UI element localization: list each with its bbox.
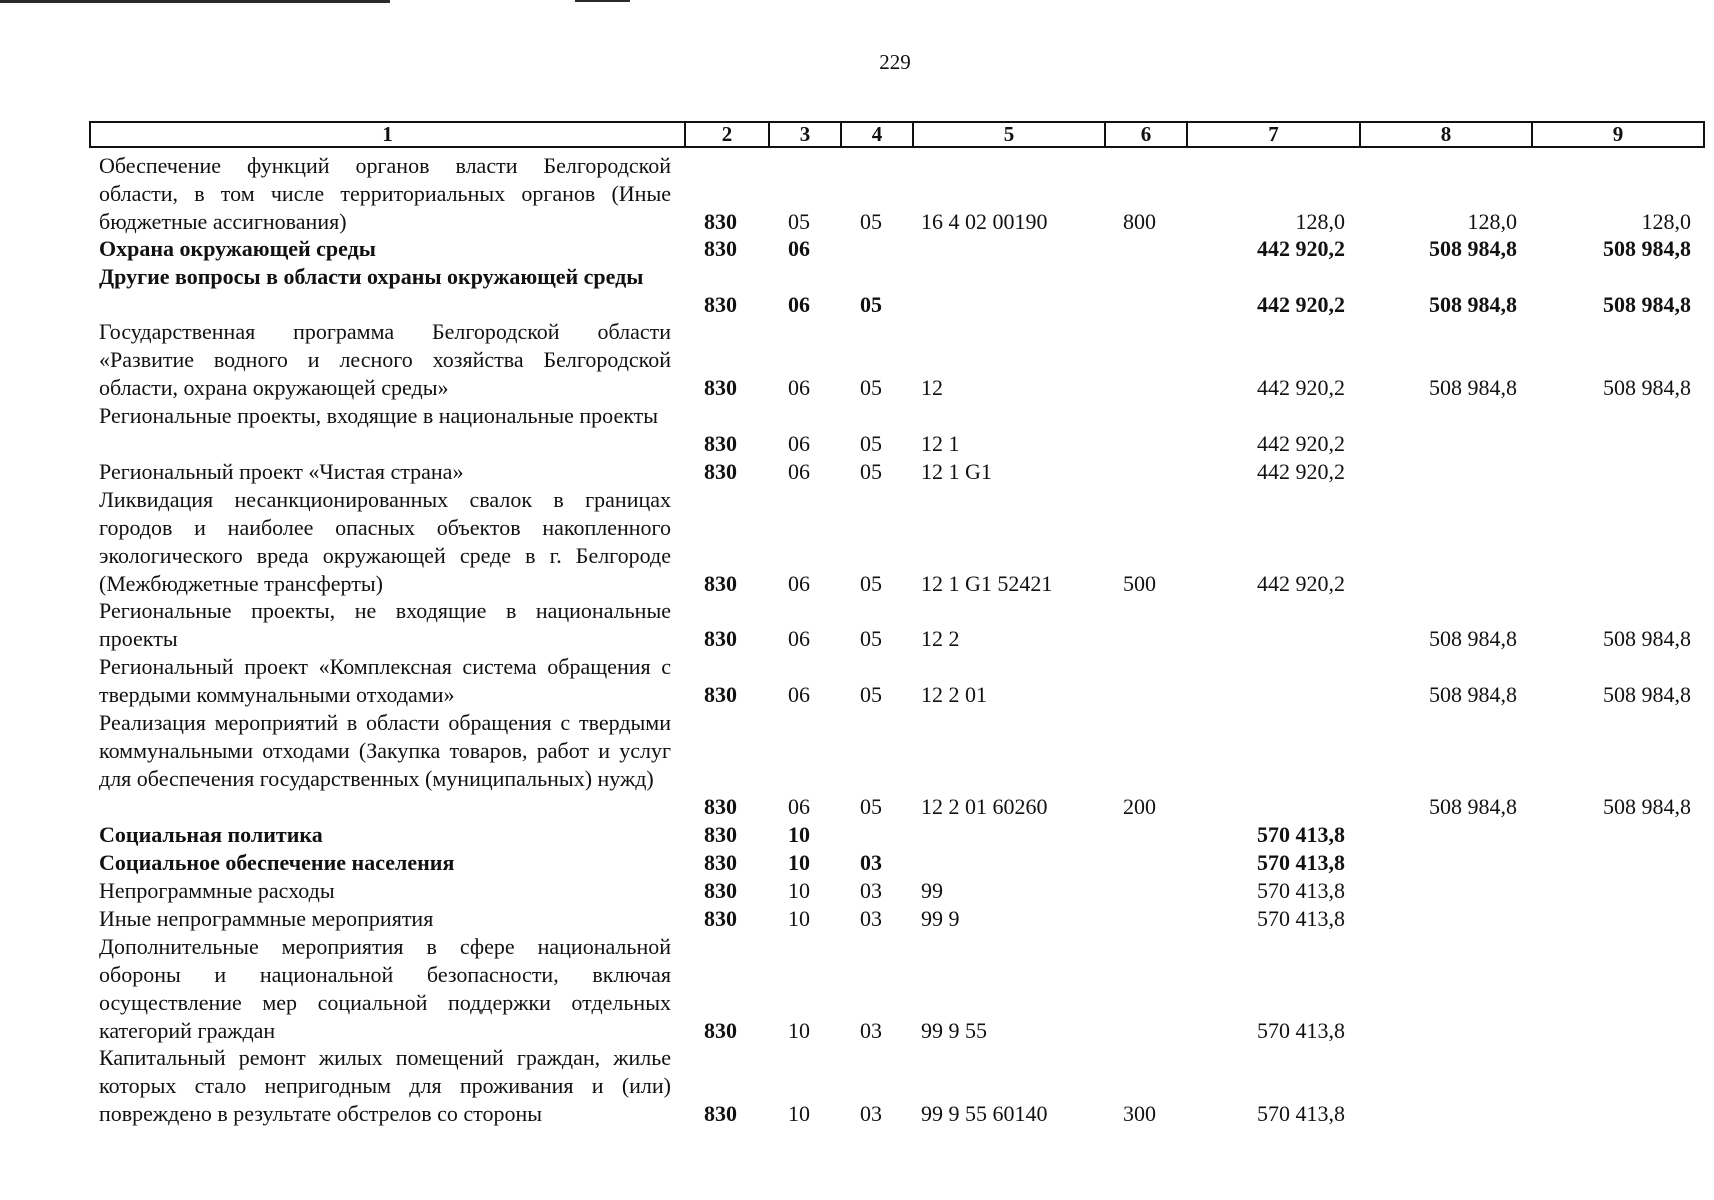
row-5-description: Региональные проекты, входящие в национальные проекты bbox=[99, 403, 659, 428]
row-4-col-3: 06 bbox=[788, 375, 810, 400]
row-1-col-2: 830 bbox=[704, 209, 737, 234]
row-1-col-4: 05 bbox=[860, 209, 882, 234]
row-15-col-2: 830 bbox=[704, 1018, 737, 1043]
row-16-col-2: 830 bbox=[704, 1101, 737, 1126]
row-12-description: Социальное обеспечение населения bbox=[99, 850, 455, 875]
row-2-col-3: 06 bbox=[788, 236, 810, 261]
row-2-col-7: 442 920,2 bbox=[1257, 236, 1345, 261]
row-6-col-4: 05 bbox=[860, 459, 882, 484]
row-7-col-6: 500 bbox=[1123, 571, 1156, 596]
row-5-col-5: 12 1 bbox=[921, 431, 960, 456]
row-3-col-4: 05 bbox=[860, 292, 882, 317]
row-14-description: Иные непрограммные мероприятия bbox=[99, 906, 434, 931]
row-7-col-4: 05 bbox=[860, 571, 882, 596]
row-9-col-8: 508 984,8 bbox=[1429, 682, 1517, 707]
row-9-col-4: 05 bbox=[860, 682, 882, 707]
row-14-col-2: 830 bbox=[704, 906, 737, 931]
row-11-col-3: 10 bbox=[788, 822, 810, 847]
row-8-col-5: 12 2 bbox=[921, 626, 960, 651]
row-7-col-5: 12 1 G1 52421 bbox=[921, 571, 1053, 596]
row-14-col-3: 10 bbox=[788, 906, 810, 931]
row-16-col-4: 03 bbox=[860, 1101, 882, 1126]
row-15-description: Дополнительные мероприятия в сфере национальной обороны и национальной безопасности, включая осуществление мер социальной поддержки отдельных категорий граждан bbox=[99, 934, 671, 1043]
row-12-col-4: 03 bbox=[860, 850, 882, 875]
row-13-col-5: 99 bbox=[921, 878, 943, 903]
row-6-col-5: 12 1 G1 bbox=[921, 459, 992, 484]
row-5-col-4: 05 bbox=[860, 431, 882, 456]
row-3-col-7: 442 920,2 bbox=[1257, 292, 1345, 317]
row-10-col-4: 05 bbox=[860, 794, 882, 819]
column-header-7: 7 bbox=[1187, 122, 1360, 147]
row-13-col-7: 570 413,8 bbox=[1257, 878, 1345, 903]
row-13-description: Непрограммные расходы bbox=[99, 878, 335, 903]
row-10-col-3: 06 bbox=[788, 794, 810, 819]
row-12-col-3: 10 bbox=[788, 850, 810, 875]
row-6-description: Региональный проект «Чистая страна» bbox=[99, 459, 464, 484]
row-2-description: Охрана окружающей среды bbox=[99, 236, 376, 261]
row-3-col-2: 830 bbox=[704, 292, 737, 317]
row-7-col-7: 442 920,2 bbox=[1257, 571, 1345, 596]
row-16-col-6: 300 bbox=[1123, 1101, 1156, 1126]
row-8-col-2: 830 bbox=[704, 626, 737, 651]
row-13-col-2: 830 bbox=[704, 878, 737, 903]
row-13-col-3: 10 bbox=[788, 878, 810, 903]
column-header-3: 3 bbox=[769, 122, 841, 147]
row-1-col-6: 800 bbox=[1123, 209, 1156, 234]
row-13-col-4: 03 bbox=[860, 878, 882, 903]
row-15-col-4: 03 bbox=[860, 1018, 882, 1043]
row-10-col-5: 12 2 01 60260 bbox=[921, 794, 1048, 819]
row-4-description: Государственная программа Белгородской области «Развитие водного и лесного хозяйства Белгородской области, охрана окружающей среды» bbox=[99, 319, 671, 400]
column-header-5: 5 bbox=[913, 122, 1105, 147]
column-header-row bbox=[89, 121, 1705, 148]
row-8-col-3: 06 bbox=[788, 626, 810, 651]
row-16-col-7: 570 413,8 bbox=[1257, 1101, 1345, 1126]
row-9-col-2: 830 bbox=[704, 682, 737, 707]
row-12-col-7: 570 413,8 bbox=[1257, 850, 1345, 875]
row-15-col-7: 570 413,8 bbox=[1257, 1018, 1345, 1043]
top-rule bbox=[0, 0, 390, 3]
column-header-1: 1 bbox=[90, 122, 685, 147]
row-1-col-7: 128,0 bbox=[1295, 209, 1345, 234]
row-8-description: Региональные проекты, не входящие в национальные проекты bbox=[99, 598, 671, 651]
row-5-col-7: 442 920,2 bbox=[1257, 431, 1345, 456]
row-4-col-4: 05 bbox=[860, 375, 882, 400]
row-3-col-8: 508 984,8 bbox=[1429, 292, 1517, 317]
row-9-col-5: 12 2 01 bbox=[921, 682, 987, 707]
column-header-8: 8 bbox=[1360, 122, 1532, 147]
row-2-col-2: 830 bbox=[704, 236, 737, 261]
row-16-col-3: 10 bbox=[788, 1101, 810, 1126]
row-15-col-5: 99 9 55 bbox=[921, 1018, 987, 1043]
row-7-col-2: 830 bbox=[704, 571, 737, 596]
row-9-col-3: 06 bbox=[788, 682, 810, 707]
row-4-col-9: 508 984,8 bbox=[1603, 375, 1691, 400]
row-3-description: Другие вопросы в области охраны окружающей среды bbox=[99, 264, 644, 289]
row-12-col-2: 830 bbox=[704, 850, 737, 875]
column-header-4: 4 bbox=[841, 122, 913, 147]
row-10-description: Реализация мероприятий в области обращения с твердыми коммунальными отходами (Закупка товаров, работ и услуг для обеспечения государственных (муниципальных) нужд) bbox=[99, 710, 671, 791]
row-5-col-2: 830 bbox=[704, 431, 737, 456]
row-1-col-5: 16 4 02 00190 bbox=[921, 209, 1048, 234]
row-8-col-4: 05 bbox=[860, 626, 882, 651]
row-3-col-9: 508 984,8 bbox=[1603, 292, 1691, 317]
row-15-col-3: 10 bbox=[788, 1018, 810, 1043]
row-16-col-5: 99 9 55 60140 bbox=[921, 1101, 1048, 1126]
column-header-6: 6 bbox=[1105, 122, 1187, 147]
row-5-col-3: 06 bbox=[788, 431, 810, 456]
column-header-2: 2 bbox=[685, 122, 769, 147]
row-6-col-2: 830 bbox=[704, 459, 737, 484]
row-8-col-8: 508 984,8 bbox=[1429, 626, 1517, 651]
row-7-col-3: 06 bbox=[788, 571, 810, 596]
row-16-description: Капитальный ремонт жилых помещений граждан, жилье которых стало непригодным для проживания и (или) повреждено в результате обстрелов со стороны bbox=[99, 1045, 671, 1126]
row-11-col-2: 830 bbox=[704, 822, 737, 847]
row-9-col-9: 508 984,8 bbox=[1603, 682, 1691, 707]
row-7-description: Ликвидация несанкционированных свалок в границах городов и наиболее опасных объектов накопленного экологического вреда окружающей среде в г. Белгороде (Межбюджетные трансферты) bbox=[99, 487, 671, 596]
row-8-col-9: 508 984,8 bbox=[1603, 626, 1691, 651]
row-10-col-6: 200 bbox=[1123, 794, 1156, 819]
row-4-col-7: 442 920,2 bbox=[1257, 375, 1345, 400]
row-2-col-8: 508 984,8 bbox=[1429, 236, 1517, 261]
row-14-col-5: 99 9 bbox=[921, 906, 960, 931]
row-14-col-4: 03 bbox=[860, 906, 882, 931]
row-4-col-2: 830 bbox=[704, 375, 737, 400]
row-11-description: Социальная политика bbox=[99, 822, 323, 847]
row-4-col-8: 508 984,8 bbox=[1429, 375, 1517, 400]
row-1-col-3: 05 bbox=[788, 209, 810, 234]
row-10-col-9: 508 984,8 bbox=[1603, 794, 1691, 819]
row-1-description: Обеспечение функций органов власти Белгородской области, в том числе территориальных органов (Иные бюджетные ассигнования) bbox=[99, 153, 671, 234]
row-10-col-8: 508 984,8 bbox=[1429, 794, 1517, 819]
row-10-col-2: 830 bbox=[704, 794, 737, 819]
page-number: 229 bbox=[879, 50, 911, 74]
row-2-col-9: 508 984,8 bbox=[1603, 236, 1691, 261]
row-3-col-3: 06 bbox=[788, 292, 810, 317]
row-14-col-7: 570 413,8 bbox=[1257, 906, 1345, 931]
row-9-description: Региональный проект «Комплексная система обращения с твердыми коммунальными отходами» bbox=[99, 654, 671, 707]
row-1-col-8: 128,0 bbox=[1467, 209, 1517, 234]
row-6-col-3: 06 bbox=[788, 459, 810, 484]
row-11-col-7: 570 413,8 bbox=[1257, 822, 1345, 847]
top-rule-short bbox=[575, 0, 630, 2]
row-1-col-9: 128,0 bbox=[1641, 209, 1691, 234]
row-6-col-7: 442 920,2 bbox=[1257, 459, 1345, 484]
column-header-9: 9 bbox=[1532, 122, 1704, 147]
row-4-col-5: 12 bbox=[921, 375, 943, 400]
